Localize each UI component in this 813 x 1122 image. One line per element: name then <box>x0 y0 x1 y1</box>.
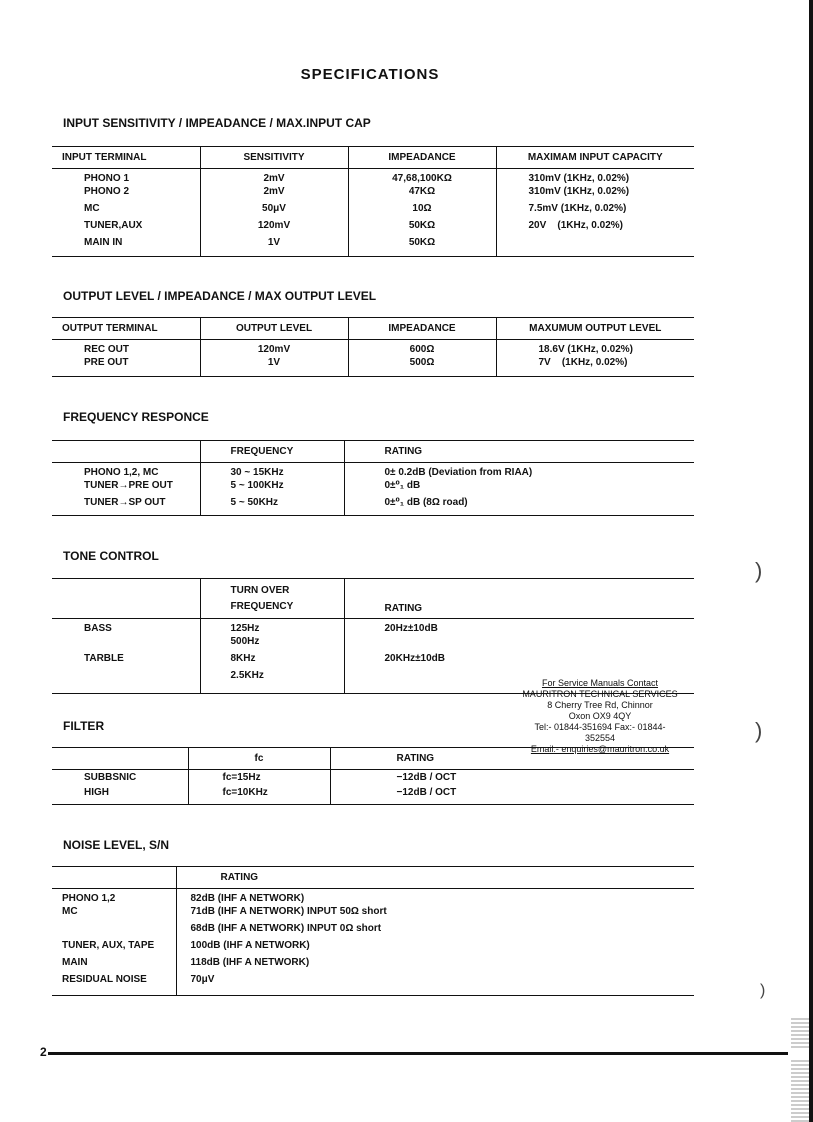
column-header: RATING <box>344 441 694 463</box>
column-header: OUTPUT LEVEL <box>200 318 348 340</box>
scan-edge <box>809 0 813 1122</box>
column-header <box>52 748 188 770</box>
column-header: INPUT TERMINAL <box>52 147 200 169</box>
table-row: PHONO 1,2, MC 30 ~ 15KHz 0± 0.2dB (Deviation from RIAA) <box>52 463 694 480</box>
table-row: MAIN 118dB (IHF A NETWORK) <box>52 957 694 974</box>
table-row: PHONO 1,2 82dB (IHF A NETWORK) <box>52 889 694 906</box>
column-header: FREQUENCY <box>200 441 344 463</box>
table-row: 2.5KHz <box>52 670 694 694</box>
page-number: 2 <box>40 1045 47 1059</box>
scan-stripe <box>791 1018 809 1048</box>
punch-hole-mark: ) <box>755 558 763 583</box>
column-header: OUTPUT TERMINAL <box>52 318 200 340</box>
column-header: MAXIMAM INPUT CAPACITY <box>496 147 694 169</box>
column-header: SENSITIVITY <box>200 147 348 169</box>
output-heading: OUTPUT LEVEL / IMPEADANCE / MAX OUTPUT LEVEL <box>63 289 377 303</box>
punch-hole-mark: ) <box>760 982 766 999</box>
table-row: MC 71dB (IHF A NETWORK) INPUT 50Ω short <box>52 906 694 923</box>
column-header <box>52 867 176 889</box>
column-header: IMPEADANCE <box>348 318 496 340</box>
contact-line: 8 Cherry Tree Rd, Chinnor <box>547 700 653 710</box>
frequency-table <box>52 440 694 516</box>
scan-stripe <box>791 1060 809 1122</box>
column-header: MAXUMUM OUTPUT LEVEL <box>496 318 694 340</box>
table-row: PRE OUT 1V 500Ω 7V (1KHz, 0.02%) <box>52 357 694 377</box>
noise-heading: NOISE LEVEL, S/N <box>63 838 170 852</box>
input-table <box>52 146 694 257</box>
column-header: IMPEADANCE <box>348 147 496 169</box>
table-row: HIGH fc=10KHz −12dB / OCT <box>52 787 694 805</box>
table-row: TUNER→PRE OUT 5 ~ 100KHz 0±⁰₁ dB <box>52 480 694 497</box>
contact-line: Tel:- 01844-351694 Fax:- 01844-352554 <box>534 722 666 743</box>
input-heading: INPUT SENSITIVITY / IMPEADANCE / MAX.INPUT CAP <box>63 116 371 130</box>
service-contact-stamp <box>520 678 680 755</box>
column-header: fc <box>188 748 330 770</box>
page-title: SPECIFICATIONS <box>300 66 440 83</box>
table-row: MC 50μV 10Ω 7.5mV (1KHz, 0.02%) <box>52 203 694 220</box>
contact-line: For Service Manuals Contact <box>541 678 659 688</box>
table-row: PHONO 2 2mV 47KΩ 310mV (1KHz, 0.02%) <box>52 186 694 203</box>
column-header: TURN OVER <box>230 584 290 596</box>
noise-table <box>52 866 694 996</box>
table-row: 68dB (IHF A NETWORK) INPUT 0Ω short <box>52 923 694 940</box>
tone-heading: TONE CONTROL <box>63 549 159 563</box>
contact-line: Email:- enquiries@mauritron.co.uk <box>530 744 670 754</box>
table-row: PHONO 1 2mV 47,68,100KΩ 310mV (1KHz, 0.02%) <box>52 169 694 186</box>
table-row: REC OUT 120mV 600Ω 18.6V (1KHz, 0.02%) <box>52 340 694 357</box>
table-row: TARBLE 8KHz 20KHz±10dB <box>52 653 694 670</box>
table-row: TUNER, AUX, TAPE 100dB (IHF A NETWORK) <box>52 940 694 957</box>
column-header: RATING <box>344 579 694 619</box>
footer-rule <box>48 1052 788 1055</box>
table-row: TUNER,AUX 120mV 50KΩ 20V (1KHz, 0.02%) <box>52 220 694 237</box>
column-header <box>52 441 200 463</box>
contact-line: MAURITRON TECHNICAL SERVICES <box>522 689 678 699</box>
frequency-heading: FREQUENCY RESPONCE <box>63 410 209 424</box>
output-table <box>52 317 694 377</box>
table-row: TUNER→SP OUT 5 ~ 50KHz 0±⁰₁ dB (8Ω road) <box>52 497 694 516</box>
filter-table <box>52 747 694 805</box>
table-row: BASS 125Hz 20Hz±10dB <box>52 619 694 636</box>
table-row: 500Hz <box>52 636 694 653</box>
column-header: RATING <box>176 867 694 889</box>
column-header: FREQUENCY <box>230 600 294 612</box>
table-row: SUBBSNIC fc=15Hz −12dB / OCT <box>52 770 694 787</box>
table-row: RESIDUAL NOISE 70μV <box>52 974 694 996</box>
table-row: MAIN IN 1V 50KΩ <box>52 237 694 257</box>
punch-hole-mark: ) <box>755 718 763 743</box>
contact-line: Oxon OX9 4QY <box>568 711 632 721</box>
tone-table <box>52 578 694 694</box>
filter-heading: FILTER <box>63 719 105 733</box>
column-header: RATING <box>330 748 694 770</box>
